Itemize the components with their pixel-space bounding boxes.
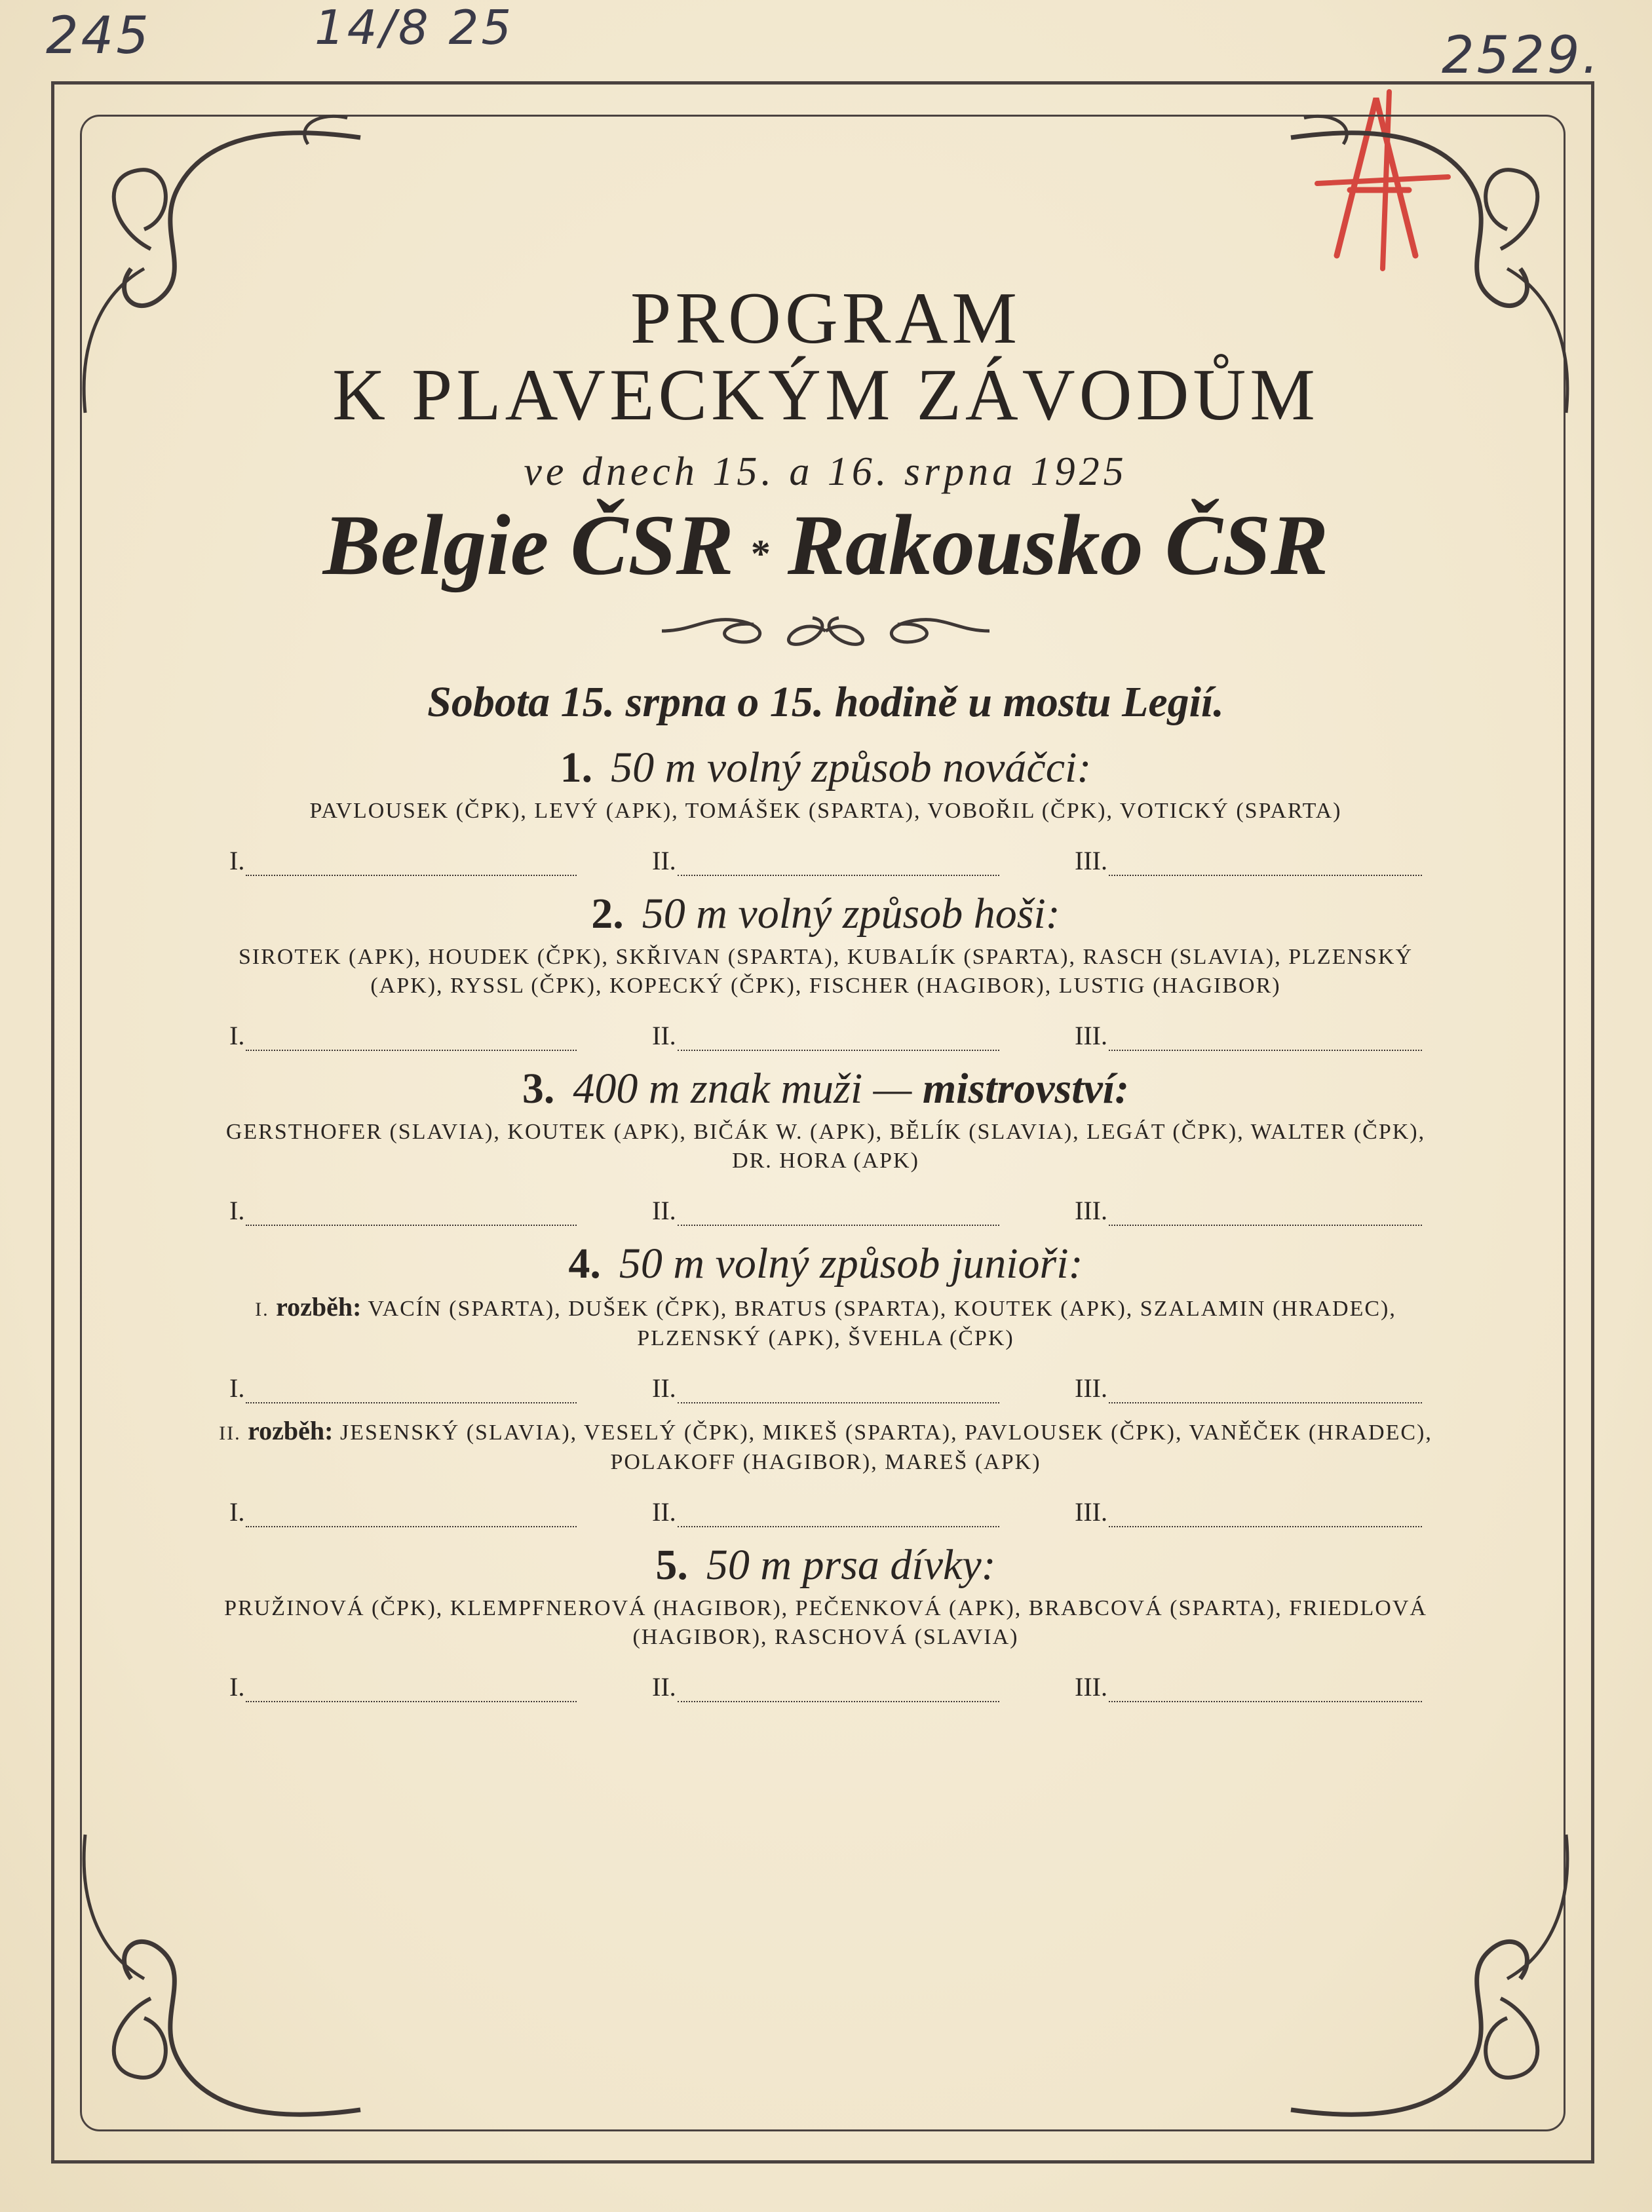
competitors-list: SIROTEK (APK), HOUDEK (ČPK), SKŘIVAN (SPARTA), KUBALÍK (SPARTA), RASCH (SLAVIA), PLZENSKÝ (APK), RYSSL (ČPK), KOPECKÝ (ČPK), FISCHER (HAGIBOR), LUSTIG (HAGIBOR) — [238, 944, 1413, 998]
event-number: 3. — [522, 1064, 555, 1113]
place-first: I. — [229, 1373, 577, 1403]
place-second: II. — [652, 1195, 999, 1226]
place-second: II. — [652, 845, 999, 876]
result-blank — [246, 1382, 577, 1403]
place-second: II. — [652, 1373, 999, 1403]
event-title — [197, 743, 1455, 793]
place-third: III. — [1075, 1373, 1422, 1403]
heat-label: rozběh: — [276, 1291, 362, 1322]
heat-1-competitors — [210, 1293, 1442, 1353]
result-blank — [246, 1030, 577, 1051]
event-number: 4. — [568, 1239, 601, 1287]
event-1 — [197, 743, 1455, 876]
teams-heading — [197, 495, 1455, 595]
event-3 — [197, 1064, 1455, 1226]
competitors-list: JESENSKÝ (SLAVIA), VESELÝ (ČPK), MIKEŠ (SPARTA), PAVLOUSEK (ČPK), VANĚČEK (HRADEC), POLAKOFF (HAGIBOR), MAREŠ (APK) — [339, 1420, 1432, 1474]
event-title — [197, 889, 1455, 939]
program-content — [197, 278, 1455, 1715]
event-title — [197, 1239, 1455, 1289]
place-third: III. — [1075, 845, 1422, 876]
result-blank — [246, 1205, 577, 1226]
competitors-list: PAVLOUSEK (ČPK), LEVÝ (APK), TOMÁŠEK (SPARTA), VOBOŘIL (ČPK), VOTICKÝ (SPARTA) — [309, 798, 1342, 823]
result-blank — [1109, 1506, 1422, 1527]
heat-2-competitors — [210, 1417, 1442, 1477]
place-second: II. — [652, 1671, 999, 1702]
handwritten-inventory-number: 2529. — [1442, 26, 1602, 85]
results-row — [229, 1195, 1422, 1226]
competitors-list: PRUŽINOVÁ (ČPK), KLEMPFNEROVÁ (HAGIBOR), PEČENKOVÁ (APK), BRABCOVÁ (SPARTA), FRIEDLOVÁ (HAGIBOR), RASCHOVÁ (SLAVIA) — [224, 1595, 1427, 1649]
result-blank — [678, 1382, 999, 1403]
result-blank — [1109, 1030, 1422, 1051]
place-third: III. — [1075, 1020, 1422, 1051]
result-blank — [678, 1030, 999, 1051]
results-row — [229, 1671, 1422, 1702]
title-line-1: PROGRAM — [630, 278, 1021, 359]
results-row — [229, 845, 1422, 876]
event-2 — [197, 889, 1455, 1051]
place-first: I. — [229, 1195, 577, 1226]
flourish-divider-icon — [655, 608, 996, 654]
results-row — [229, 1373, 1422, 1403]
event-5 — [197, 1540, 1455, 1702]
result-blank — [678, 1681, 999, 1702]
result-blank — [678, 1506, 999, 1527]
result-blank — [1109, 1681, 1422, 1702]
event-number: 5. — [655, 1540, 688, 1589]
place-third: III. — [1075, 1497, 1422, 1527]
event-title — [197, 1064, 1455, 1114]
event-name: 50 m prsa dívky: — [706, 1540, 996, 1589]
place-first: I. — [229, 845, 577, 876]
event-number: 1. — [560, 743, 593, 791]
place-third: III. — [1075, 1671, 1422, 1702]
event-name: 50 m volný způsob hoši: — [642, 889, 1060, 938]
place-third: III. — [1075, 1195, 1422, 1226]
results-row — [229, 1497, 1422, 1527]
competitors-list: GERSTHOFER (SLAVIA), KOUTEK (APK), BIČÁK W. (APK), BĚLÍK (SLAVIA), LEGÁT (ČPK), WALTER (ČPK), DR. HORA (APK) — [225, 1119, 1426, 1173]
handwritten-date: 14/8 25 — [315, 0, 514, 55]
result-blank — [1109, 1382, 1422, 1403]
place-second: II. — [652, 1497, 999, 1527]
place-first: I. — [229, 1020, 577, 1051]
title-line-2: K PLAVECKÝM ZÁVODŮM — [332, 354, 1319, 436]
competitors-list: VACÍN (SPARTA), DUŠEK (ČPK), BRATUS (SPARTA), KOUTEK (APK), SZALAMIN (HRADEC), PLZENSKÝ (APK), ŠVEHLA (ČPK) — [368, 1296, 1396, 1350]
result-blank — [246, 855, 577, 876]
place-second: II. — [652, 1020, 999, 1051]
result-blank — [246, 1681, 577, 1702]
result-blank — [1109, 1205, 1422, 1226]
teams-left: Belgie ČSR — [322, 497, 734, 594]
teams-right: Rakousko ČSR — [787, 497, 1329, 594]
handwritten-number: 245 — [46, 7, 151, 66]
place-first: I. — [229, 1671, 577, 1702]
session-heading: Sobota 15. srpna o 15. hodině u mostu Legií. — [427, 677, 1224, 726]
event-name: 50 m volný způsob junioři: — [619, 1239, 1083, 1287]
star-separator-icon: * — [750, 532, 771, 576]
heat-label: rozběh: — [248, 1415, 334, 1445]
heat-number: I. — [255, 1298, 269, 1320]
ornament-bottom-right-icon — [1278, 1821, 1579, 2149]
result-blank — [678, 855, 999, 876]
place-first: I. — [229, 1497, 577, 1527]
result-blank — [246, 1506, 577, 1527]
event-name-bold: mistrovství: — [922, 1064, 1130, 1113]
event-title — [197, 1540, 1455, 1590]
event-number: 2. — [591, 889, 624, 938]
result-blank — [678, 1205, 999, 1226]
results-row — [229, 1020, 1422, 1051]
heat-number: II. — [219, 1422, 241, 1444]
event-dates: ve dnech 15. a 16. srpna 1925 — [524, 449, 1128, 495]
ornament-bottom-left-icon — [72, 1821, 374, 2149]
event-name: 50 m volný způsob nováčci: — [611, 743, 1092, 791]
event-name: 400 m znak muži — — [573, 1064, 912, 1113]
event-4 — [197, 1239, 1455, 1527]
result-blank — [1109, 855, 1422, 876]
